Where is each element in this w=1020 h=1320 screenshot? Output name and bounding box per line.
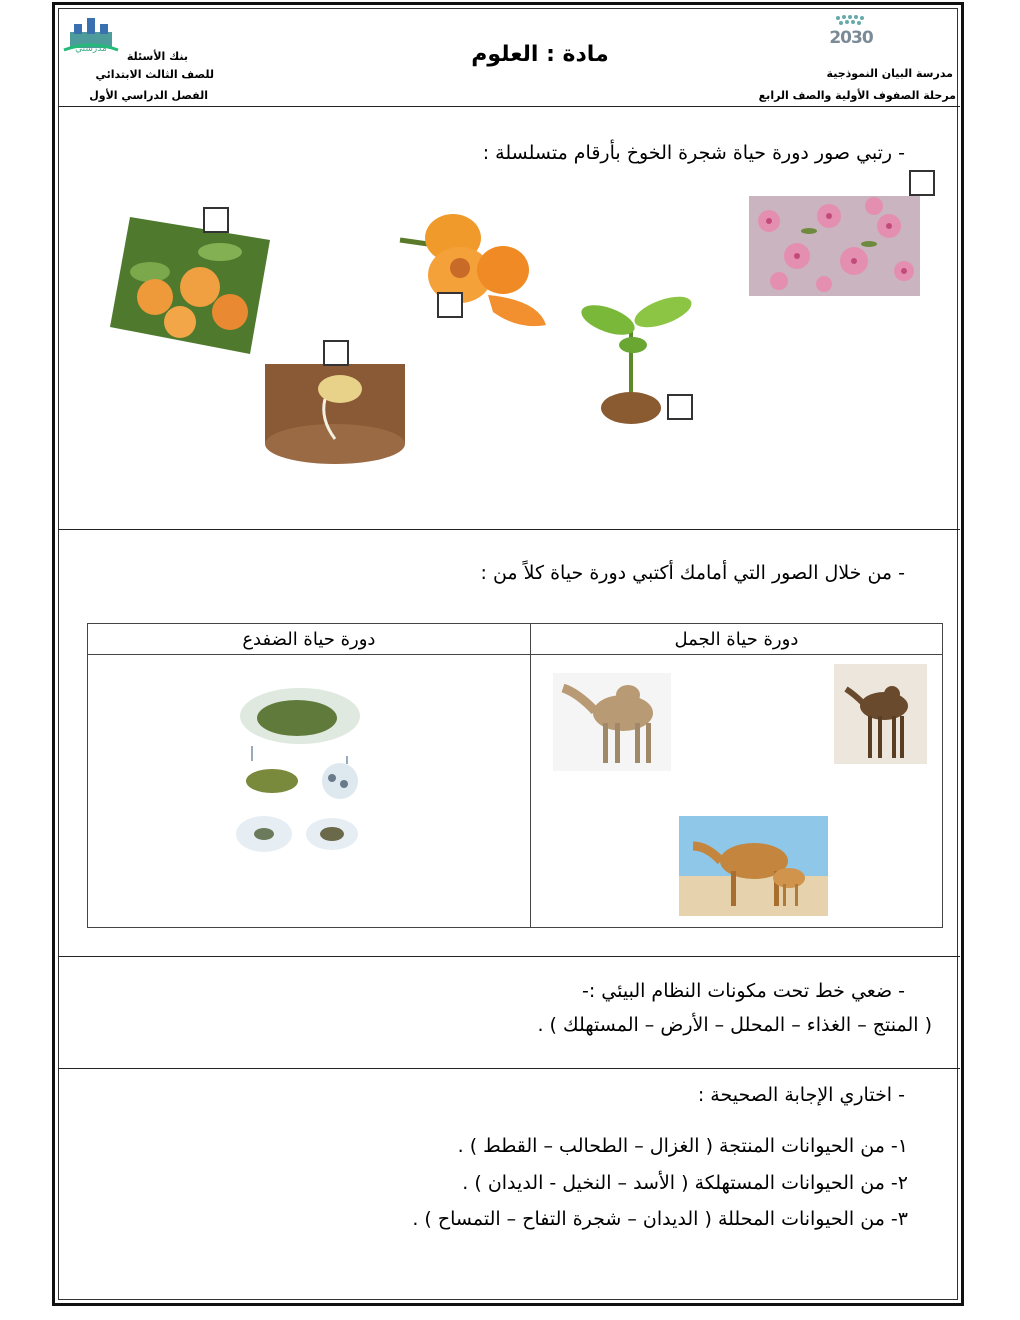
q4-item-2: ٢- من الحيوانات المستهلكة ( الأسد – النخيل - الديدان ) .: [462, 1172, 908, 1194]
sliced-peach-image: [398, 200, 550, 335]
seedling-checkbox[interactable]: [667, 394, 693, 420]
q4-prompt: - اختاري الإجابة الصحيحة :: [697, 1084, 905, 1106]
q2-divider: [58, 956, 960, 957]
q3-divider: [58, 1068, 960, 1069]
q1-prompt: - رتبي صور دورة حياة شجرة الخوخ بأرقام متسلسلة :: [482, 142, 905, 164]
frog-cycle-header: [88, 624, 531, 655]
seed-in-soil-checkbox[interactable]: [323, 340, 349, 366]
seed-in-soil-image: [265, 364, 405, 464]
frog-life-cycle-image: [232, 686, 368, 866]
school-stage: مرحلة الصفوف الأولية والصف الرابع: [758, 89, 956, 102]
blossom-checkbox[interactable]: [909, 170, 935, 196]
sliced-peach-checkbox[interactable]: [437, 292, 463, 318]
blossom-image: [749, 196, 920, 296]
fruit-on-tree-image: [110, 212, 270, 354]
subject-title: مادة : العلوم: [471, 42, 609, 67]
fruit-on-tree-checkbox[interactable]: [203, 207, 229, 233]
q4-item-3: ٣- من الحيوانات المحللة ( الديدان – شجرة التفاح – التمساح ) .: [412, 1208, 908, 1230]
vision-2030-logo: [826, 12, 876, 56]
q4-item-1: ١- من الحيوانات المنتجة ( الغزال – الطحالب – القطط ) .: [457, 1135, 908, 1157]
ministry-logo: [60, 10, 122, 62]
school-name: مدرسة البيان النموذجية: [826, 67, 953, 80]
question-bank-title: بنك الأسئلة: [126, 50, 188, 63]
frog-cycle-label: دورة حياة الضفدع: [242, 628, 376, 650]
q2-prompt: - من خلال الصور التي أمامك أكتبي دورة حياة كلاً من :: [480, 562, 905, 584]
camel-with-calf-image: [679, 816, 828, 916]
adult-camel-image: [553, 673, 671, 771]
header-divider: [58, 106, 960, 107]
q3-options: ( المنتج – الغذاء – المحلل – الأرض – المستهلك ) .: [537, 1014, 932, 1036]
young-camel-image: [834, 664, 927, 764]
semester-line: الفصل الدراسي الأول: [89, 89, 208, 102]
left-logo-caption: مدرستي: [75, 44, 107, 54]
camel-cycle-header: [530, 624, 942, 655]
q1-divider: [58, 529, 960, 530]
vision-2030-text: 2030: [829, 28, 873, 48]
q3-prompt: - ضعي خط تحت مكونات النظام البيئي :-: [581, 980, 905, 1002]
grade-line: للصف الثالث الابتدائي: [95, 68, 214, 81]
camel-cycle-label: دورة حياة الجمل: [674, 628, 799, 650]
